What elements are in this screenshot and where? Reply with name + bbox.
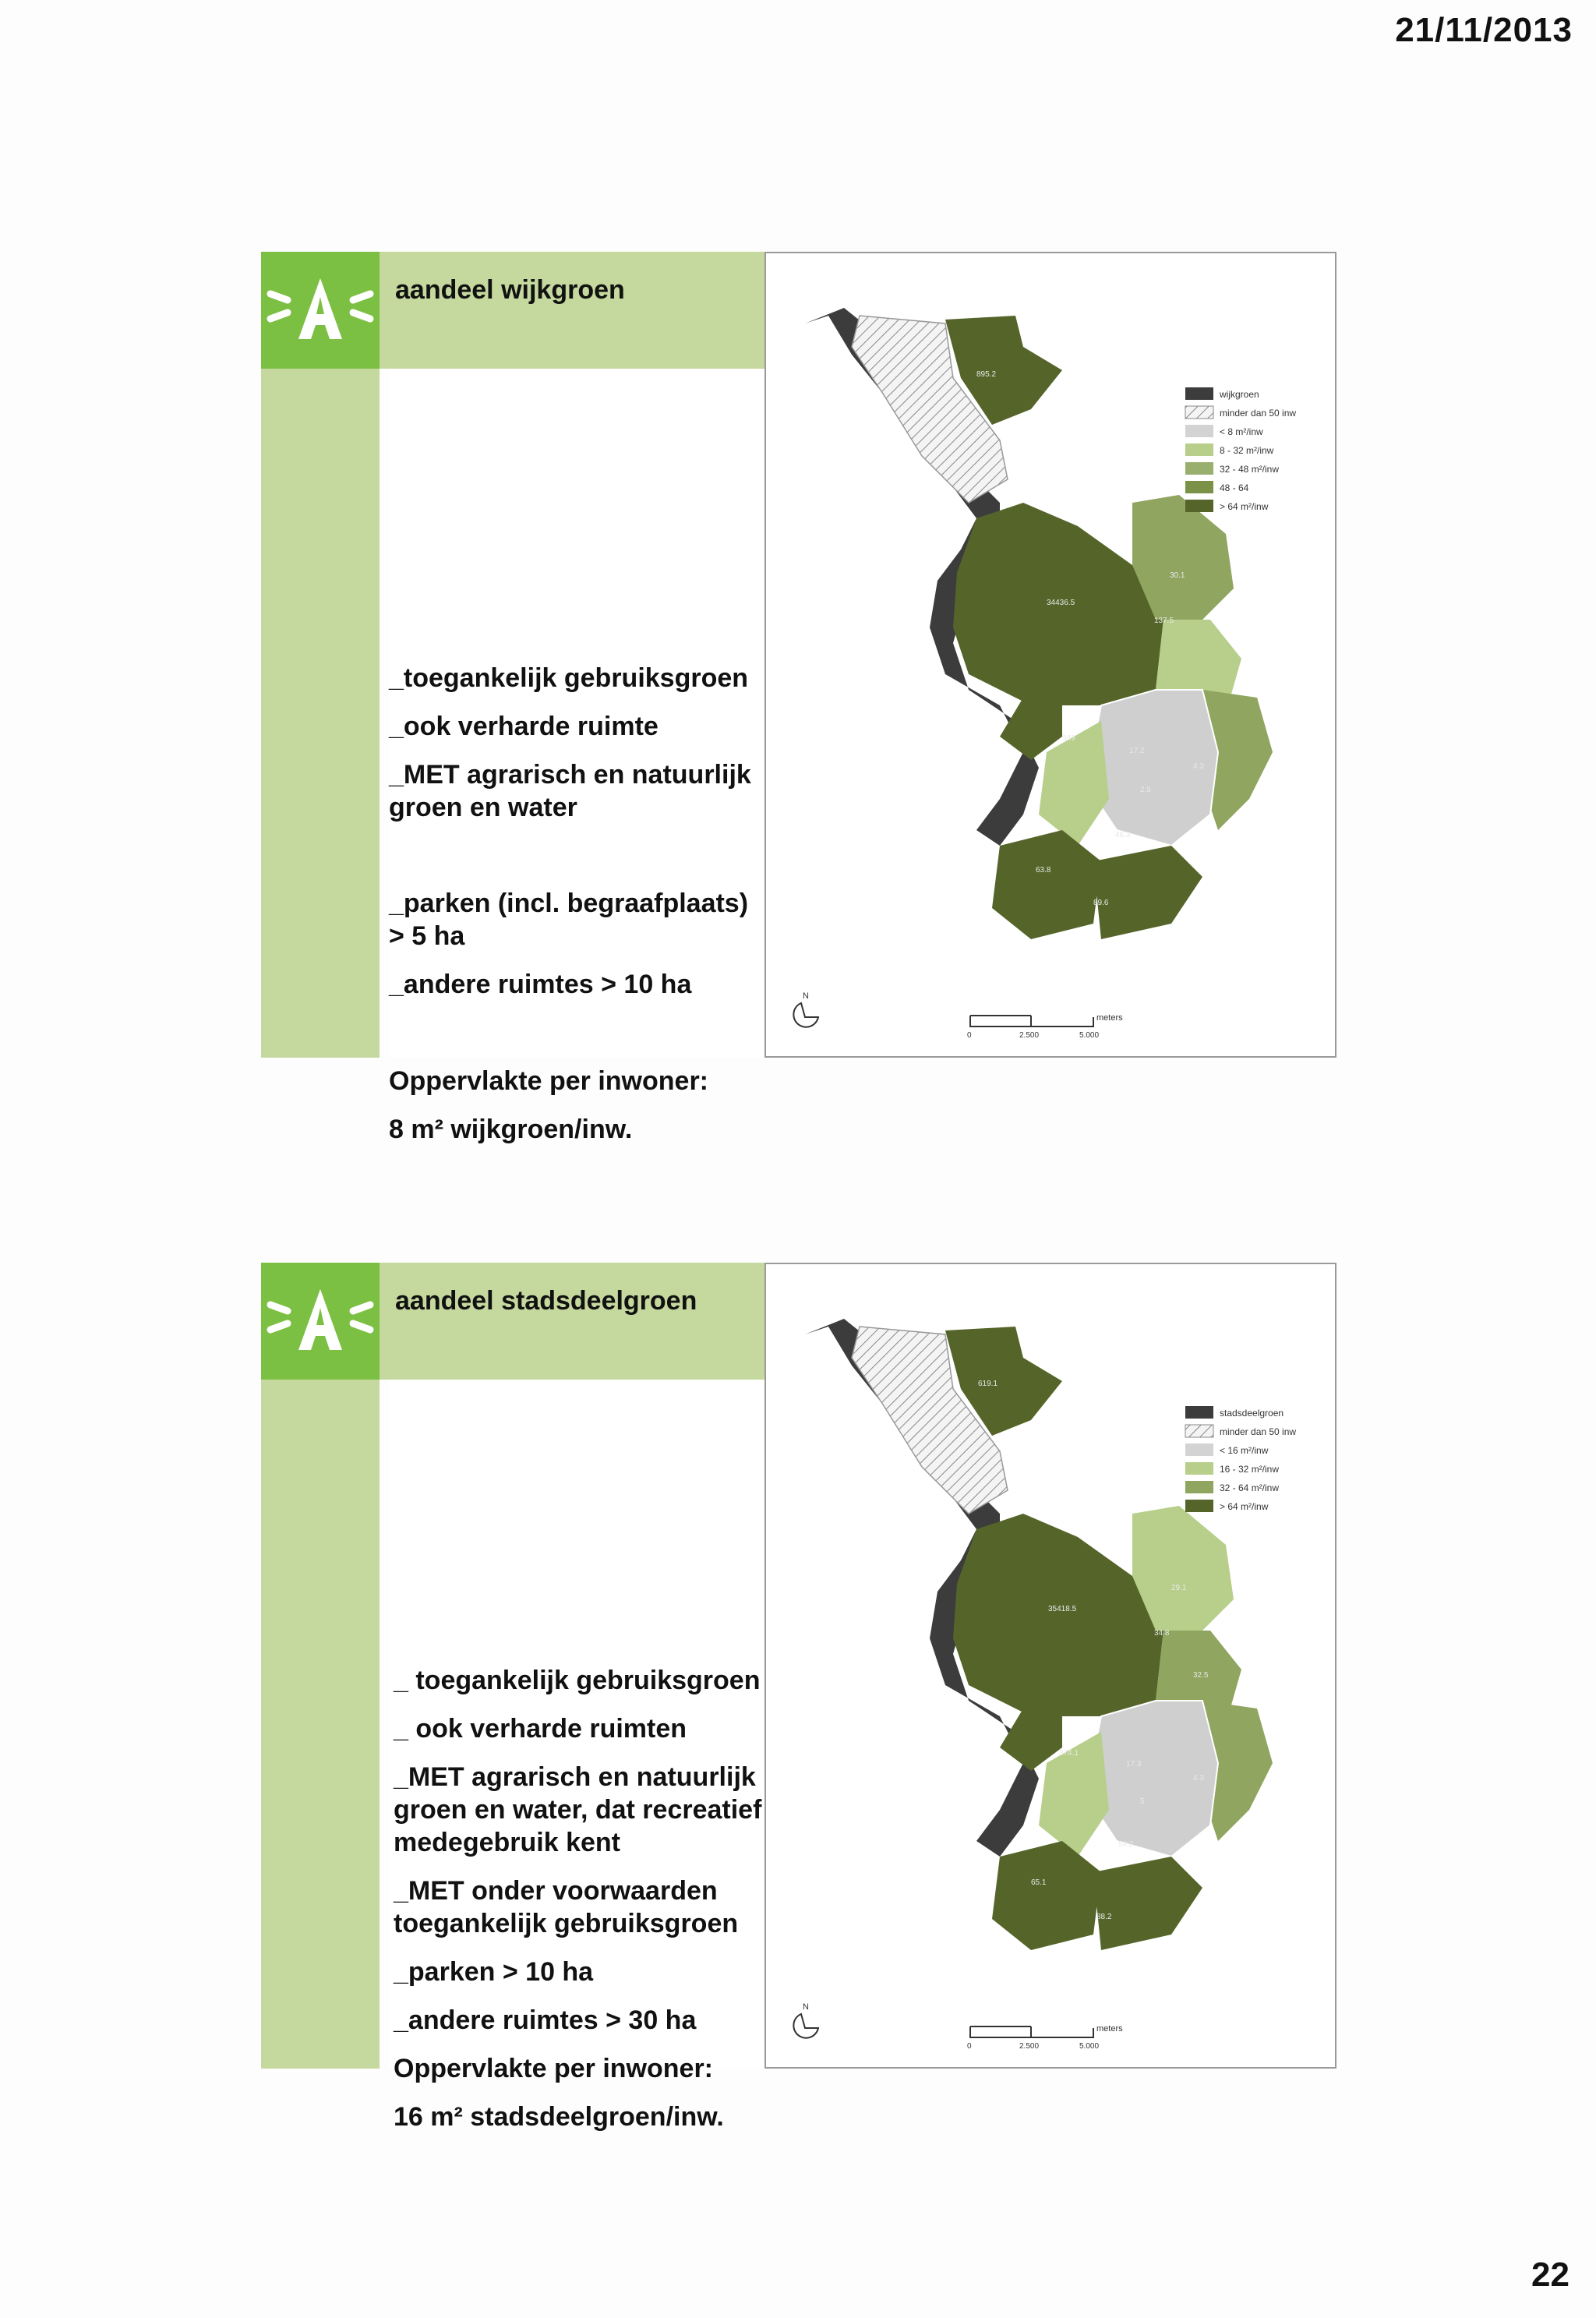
bullet-line: toegankelijk gebruiksgroen xyxy=(394,1909,739,1938)
bullet-line: groen en water xyxy=(389,793,577,822)
area-label: 46.3 xyxy=(1115,831,1131,839)
map-graphic xyxy=(766,253,1338,1059)
side-strip xyxy=(261,369,380,1058)
legend-label: > 64 m²/inw xyxy=(1220,501,1269,512)
legend-label: wijkgroen xyxy=(1220,389,1259,400)
svg-text:0: 0 xyxy=(967,1031,972,1040)
area-label: 619.1 xyxy=(978,1380,998,1388)
page-date: 21/11/2013 xyxy=(1395,11,1573,49)
area-label: 895.2 xyxy=(976,370,997,379)
area-label: 63.8 xyxy=(1036,866,1051,875)
bullet-line: _MET agrarisch en natuurlijk xyxy=(394,1762,756,1792)
bullet-line: medegebruik kent xyxy=(394,1828,620,1857)
area-label: 30.1 xyxy=(1170,571,1185,580)
area-label: 88.2 xyxy=(1096,1913,1112,1921)
bullet-line: groen en water, dat recreatief xyxy=(394,1795,762,1825)
slide-stadsdeelgroen xyxy=(261,1263,1336,2132)
map-legend xyxy=(1185,387,1296,512)
area-label: 374.1 xyxy=(1059,1749,1079,1758)
svg-text:N: N xyxy=(803,991,809,1001)
svg-text:0: 0 xyxy=(967,2042,972,2051)
area-label: 54.2 xyxy=(1118,1840,1134,1849)
antwerp-a-icon xyxy=(261,252,380,369)
svg-text:2.500: 2.500 xyxy=(1019,1031,1040,1040)
legend-label: 48 - 64 xyxy=(1220,482,1249,493)
svg-text:meters: meters xyxy=(1096,2024,1123,2034)
area-label: 35418.5 xyxy=(1048,1605,1077,1613)
legend-label: minder dan 50 inw xyxy=(1220,1426,1297,1437)
bullet-line: > 5 ha xyxy=(389,921,465,951)
area-label: 4.3 xyxy=(1193,1774,1204,1783)
bullet-line: _parken (incl. begraafplaats) xyxy=(389,889,749,918)
legend-label: 16 - 32 m²/inw xyxy=(1220,1464,1280,1475)
area-label: 349 xyxy=(1062,734,1075,743)
antwerp-logo xyxy=(261,252,380,369)
map-stadsdeelgroen xyxy=(764,1263,1336,2069)
area-label: 34.8 xyxy=(1154,1629,1170,1638)
bullet-line: _ ook verharde ruimten xyxy=(394,1714,687,1744)
area-label: 29.1 xyxy=(1171,1584,1187,1592)
bullet-line: _toegankelijk gebruiksgroen xyxy=(389,663,749,693)
side-strip xyxy=(261,1380,380,2069)
area-label: 2.5 xyxy=(1140,786,1151,794)
page-number: 22 xyxy=(1531,2256,1570,2294)
area-label: 137.5 xyxy=(1154,617,1174,625)
bullet-line: _andere ruimtes > 30 ha xyxy=(394,2005,697,2035)
district-south-2 xyxy=(1093,846,1202,939)
slide-wijkgroen xyxy=(261,252,1336,1144)
bullet-line: _MET onder voorwaarden xyxy=(394,1876,718,1906)
map-wijkgroen xyxy=(764,252,1336,1058)
legend-label: 8 - 32 m²/inw xyxy=(1220,445,1274,456)
legend-label: < 8 m²/inw xyxy=(1220,426,1263,437)
area-label: 4.3 xyxy=(1193,762,1204,771)
svg-text:2.500: 2.500 xyxy=(1019,2042,1040,2051)
antwerp-logo xyxy=(261,1263,380,1380)
scale-bar xyxy=(967,1013,1123,1040)
district-south-1 xyxy=(992,830,1101,939)
bullet-line: Oppervlakte per inwoner: xyxy=(389,1066,708,1096)
area-label: 65.1 xyxy=(1031,1878,1047,1887)
area-label: 5 xyxy=(1140,1797,1145,1806)
slide-title: aandeel stadsdeelgroen xyxy=(395,1286,697,1316)
bullet-line: _ toegankelijk gebruiksgroen xyxy=(394,1666,761,1695)
map-legend xyxy=(1185,1406,1296,1512)
area-label: 17.2 xyxy=(1129,747,1145,755)
legend-label: minder dan 50 inw xyxy=(1220,408,1297,419)
legend-label: stadsdeelgroen xyxy=(1220,1408,1284,1419)
area-label: 17.3 xyxy=(1126,1760,1142,1769)
district-south-2 xyxy=(1093,1857,1202,1950)
antwerp-a-icon xyxy=(261,1263,380,1380)
svg-text:5.000: 5.000 xyxy=(1079,1031,1100,1040)
bullet-line: 8 m² wijkgroen/inw. xyxy=(389,1115,633,1144)
legend-label: > 64 m²/inw xyxy=(1220,1501,1269,1512)
district-polder xyxy=(953,1514,1163,1716)
map-graphic xyxy=(766,1264,1338,2070)
bullet-line: Oppervlakte per inwoner: xyxy=(394,2054,713,2083)
bullet-line: _ook verharde ruimte xyxy=(389,712,659,741)
bullet-line: _MET agrarisch en natuurlijk xyxy=(389,760,751,790)
area-label: 32.5 xyxy=(1193,1671,1209,1680)
scale-bar xyxy=(967,2024,1123,2051)
slide-title: aandeel wijkgroen xyxy=(395,275,625,305)
area-label: 34436.5 xyxy=(1047,599,1075,607)
svg-text:meters: meters xyxy=(1096,1013,1123,1023)
svg-text:5.000: 5.000 xyxy=(1079,2042,1100,2051)
legend-label: < 16 m²/inw xyxy=(1220,1445,1269,1456)
legend-label: 32 - 64 m²/inw xyxy=(1220,1482,1280,1493)
district-south-1 xyxy=(992,1841,1101,1950)
north-arrow-icon xyxy=(793,2002,818,2038)
svg-text:N: N xyxy=(803,2002,809,2012)
bullet-line: 16 m² stadsdeelgroen/inw. xyxy=(394,2102,724,2132)
bullet-line: _parken > 10 ha xyxy=(394,1957,594,1987)
north-arrow-icon xyxy=(793,991,818,1027)
bullet-line: _andere ruimtes > 10 ha xyxy=(389,970,692,999)
area-label: 89.6 xyxy=(1093,899,1109,907)
legend-label: 32 - 48 m²/inw xyxy=(1220,464,1280,475)
